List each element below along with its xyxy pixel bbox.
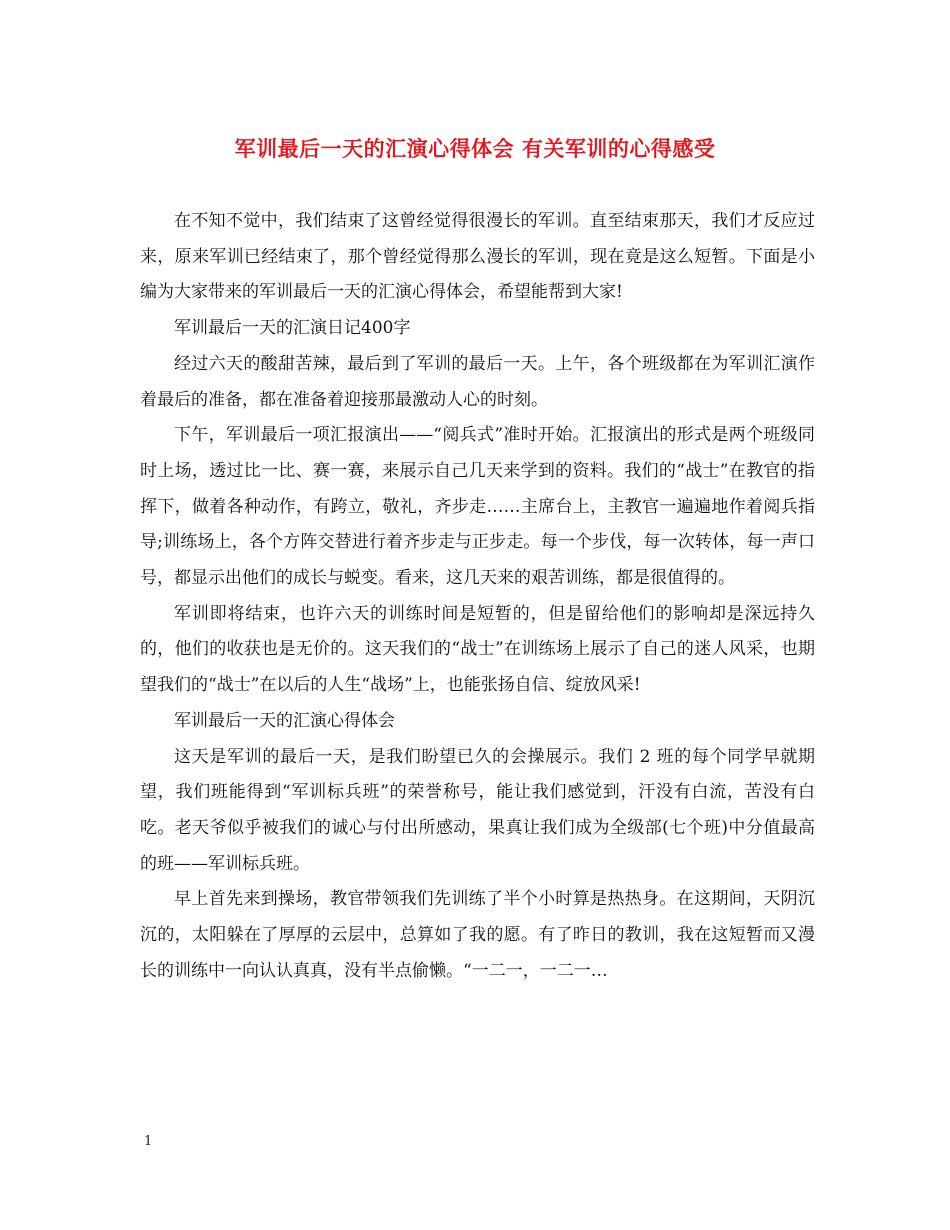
document-title: 军训最后一天的汇演心得体会 有关军训的心得感受: [234, 136, 716, 161]
paragraph: 这天是军训的最后一天，是我们盼望已久的会操展示。我们 2 班的每个同学早就期望，我们班能得到“军训标兵班”的荣誉称号，能让我们感觉到，汗没有白流，苦没有白吃。老天爷似乎被我们的诚心与付出所感动，果真让我们成为全级部(七个班)中分值最高的班——军训标兵班。: [140, 746, 815, 874]
paragraph-intro: 在不知不觉中，我们结束了这曾经觉得很漫长的军训。直至结束那天，我们才反应过来，原来军训已经结束了，那个曾经觉得那么漫长的军训，现在竟是这么短暂。下面是小编为大家带来的军训最后一天的汇演心得体会，希望能帮到大家!: [140, 211, 815, 303]
paragraph: 早上首先来到操场，教官带领我们先训练了半个小时算是热热身。在这期间，天阴沉沉的，太阳躲在了厚厚的云层中，总算如了我的愿。有了昨日的教训，我在这短暂而又漫长的训练中一向认认真真，没有半点偷懒。“一二一，一二一…: [140, 889, 815, 981]
paragraph: 经过六天的酸甜苦辣，最后到了军训的最后一天。上午，各个班级都在为军训汇演作着最后的准备，都在准备着迎接那最激动人心的时刻。: [140, 353, 815, 410]
page-number: 1: [144, 1134, 153, 1149]
document-body: [140, 204, 815, 989]
paragraph: 下午，军训最后一项汇报演出——“阅兵式”准时开始。汇报演出的形式是两个班级同时上场，透过比一比、赛一赛，来展示自己几天来学到的资料。我们的“战士”在教官的指挥下，做着各种动作，有跨立，敬礼，齐步走……主席台上，主教官一遍遍地作着阅兵指导;训练场上，各个方阵交替进行着齐步走与正步走。每一个步伐，每一次转体，每一声口号，都显示出他们的成长与蜕变。看来，这几天来的艰苦训练，都是很值得的。: [140, 425, 815, 589]
section-heading-diary: 军训最后一天的汇演日记400字: [174, 318, 411, 339]
paragraph: 军训即将结束，也许六天的训练时间是短暂的，但是留给他们的影响却是深远持久的，他们的收获也是无价的。这天我们的“战士”在训练场上展示了自己的迷人风采，也期望我们的“战士”在以后的人生“战场”上，也能张扬自信、绽放风采!: [140, 603, 815, 696]
section-heading-experience: 军训最后一天的汇演心得体会: [174, 710, 395, 731]
